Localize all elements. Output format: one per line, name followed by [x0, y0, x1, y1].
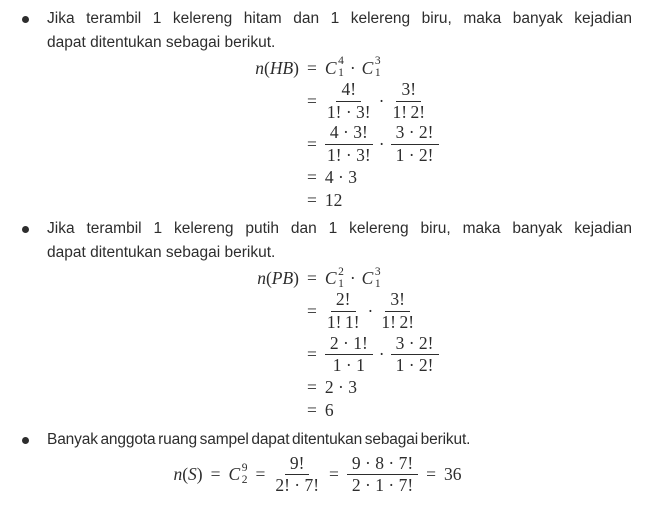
math-row	[25, 454, 610, 496]
multiplication-dot: ·	[349, 57, 356, 78]
combination-base: C	[324, 267, 337, 288]
bullet-text-line: dapat ditentukan sebagai berikut.	[47, 244, 276, 262]
fraction-denominator: 1 · 2!	[395, 355, 434, 376]
superscript: 3	[374, 55, 381, 68]
fraction-numerator: 4 · 3!	[325, 123, 373, 145]
superscript: 9	[241, 462, 248, 475]
math-text: (	[264, 57, 270, 78]
combination-base: C	[228, 464, 241, 485]
combination-base: C	[361, 57, 374, 78]
fraction-numerator: 4!	[336, 80, 361, 102]
fraction-denominator: 1! 1!	[326, 311, 360, 332]
math-text: 4 · 3	[324, 166, 357, 187]
bullet-text-line: dapat ditentukan sebagai berikut.	[47, 34, 276, 51]
equals-sign: =	[329, 464, 339, 485]
combination-symbol	[229, 464, 248, 486]
math-text: 36	[444, 464, 462, 485]
bullet-item-hitam-biru	[0, 7, 647, 211]
math-rhs	[299, 167, 357, 188]
math-rhs	[299, 265, 381, 290]
supsub-stack	[242, 464, 248, 486]
fraction-denominator: 2! · 7!	[275, 475, 320, 496]
math-row	[47, 189, 632, 211]
math-text: n	[257, 267, 266, 288]
math-rhs	[299, 400, 334, 421]
math-fraction	[325, 80, 373, 122]
combination-symbol	[324, 265, 344, 290]
combination-symbol	[362, 57, 381, 79]
fraction-denominator: 1! · 3!	[326, 144, 371, 165]
math-text: )	[196, 464, 203, 485]
bullet-text-line: Banyak anggota ruang sampel dapat ditentukan sebagai berikut.	[47, 430, 471, 448]
math-fraction	[391, 123, 439, 165]
equals-sign: =	[426, 464, 437, 485]
supsub-stack	[375, 57, 381, 79]
fraction-denominator: 2 · 1 · 7!	[351, 475, 414, 496]
math-fraction	[325, 123, 373, 165]
supsub-stack	[374, 265, 381, 290]
subscript: 1	[338, 277, 344, 290]
bullet-icon	[22, 226, 29, 233]
equals-sign: =	[255, 464, 266, 485]
math-rhs	[299, 190, 342, 211]
equals-sign: =	[307, 90, 317, 111]
math-row	[47, 166, 632, 188]
equals-sign: =	[307, 166, 317, 187]
math-fraction	[347, 454, 418, 496]
fraction-numerator: 2!	[331, 290, 356, 312]
fraction-numerator: 3 · 2!	[391, 334, 439, 356]
math-fraction	[391, 334, 439, 376]
fraction-numerator: 3!	[385, 290, 410, 312]
multiplication-dot: ·	[367, 300, 374, 321]
bullet-text-line: Jika terambil 1 kelereng putih dan 1 kelereng biru, maka banyak kejadian	[47, 220, 632, 238]
equals-sign: =	[210, 464, 221, 485]
fraction-numerator: 9 · 8 · 7!	[347, 454, 418, 476]
math-fraction	[390, 80, 427, 122]
superscript: 3	[374, 265, 381, 278]
math-fraction	[379, 290, 416, 332]
math-block-nS	[47, 454, 632, 496]
subscript: 1	[374, 67, 381, 80]
bullet-item-ruang-sampel	[0, 428, 647, 496]
supsub-stack	[338, 57, 344, 79]
fraction-numerator: 3!	[396, 80, 421, 102]
math-row	[47, 334, 632, 376]
math-rhs	[299, 123, 439, 165]
equals-sign: =	[307, 344, 317, 365]
math-text: n	[255, 57, 265, 78]
fraction-numerator: 9!	[285, 454, 310, 476]
combination-base: C	[324, 57, 337, 78]
superscript: 2	[338, 265, 344, 278]
bullet-text-line: Jika terambil 1 kelereng hitam dan 1 kelereng biru, maka banyak kejadian	[47, 10, 632, 27]
fraction-denominator: 1! 2!	[381, 311, 415, 332]
math-fraction	[325, 334, 373, 376]
math-rhs	[173, 454, 461, 496]
bullet-icon	[22, 16, 29, 23]
math-text: )	[293, 57, 299, 78]
fraction-numerator: 3 · 2!	[391, 123, 439, 145]
fraction-denominator: 1! 2!	[392, 101, 426, 122]
equals-sign: =	[307, 300, 317, 321]
math-row	[47, 400, 632, 422]
math-row	[47, 80, 632, 122]
fraction-numerator: 2 · 1!	[325, 334, 373, 356]
bullet-icon	[22, 437, 29, 444]
equals-sign: =	[307, 133, 317, 154]
math-block-nHB	[47, 57, 632, 211]
math-text: 2 · 3	[324, 377, 357, 398]
equals-sign: =	[307, 267, 317, 288]
equals-sign: =	[307, 377, 317, 398]
math-lhs	[47, 58, 299, 79]
math-text: n	[173, 464, 183, 485]
math-rhs	[299, 377, 357, 398]
math-rhs	[299, 80, 427, 122]
math-text: )	[293, 267, 299, 288]
math-rhs	[299, 57, 381, 79]
math-text: (	[265, 267, 272, 288]
bullet-content	[47, 7, 632, 211]
math-row	[47, 267, 632, 289]
math-lhs	[47, 268, 299, 289]
combination-base: C	[361, 267, 374, 288]
combination-symbol	[361, 265, 381, 290]
bullet-content	[47, 428, 632, 496]
math-rhs	[299, 290, 416, 332]
bullet-item-putih-biru	[0, 217, 647, 421]
math-row	[47, 57, 632, 79]
math-row	[47, 123, 632, 165]
math-fraction	[325, 290, 362, 332]
math-text: S	[188, 464, 197, 485]
math-text: HB	[269, 57, 294, 78]
supsub-stack	[338, 265, 344, 290]
bullet-content	[47, 217, 632, 421]
math-block-nPB	[47, 267, 632, 421]
fraction-denominator: 1 · 1	[332, 355, 365, 376]
math-row	[47, 377, 632, 399]
math-rhs	[299, 334, 439, 376]
fraction-denominator: 1! · 3!	[326, 101, 371, 122]
multiplication-dot: ·	[349, 267, 356, 288]
multiplication-dot: ·	[378, 344, 385, 365]
math-text: (	[182, 464, 189, 485]
multiplication-dot: ·	[378, 90, 385, 111]
combination-symbol	[325, 57, 344, 79]
math-text: 6	[324, 400, 334, 421]
fraction-denominator: 1 · 2!	[395, 144, 434, 165]
equals-sign: =	[307, 57, 317, 78]
multiplication-dot: ·	[378, 133, 385, 154]
equals-sign: =	[307, 400, 317, 421]
subscript: 1	[338, 67, 344, 80]
superscript: 4	[338, 55, 344, 68]
subscript: 2	[241, 474, 248, 487]
math-row	[47, 290, 632, 332]
math-fraction	[273, 454, 321, 496]
equals-sign: =	[307, 189, 317, 210]
subscript: 1	[374, 277, 381, 290]
math-text: 12	[324, 189, 343, 210]
math-text: PB	[271, 267, 294, 288]
